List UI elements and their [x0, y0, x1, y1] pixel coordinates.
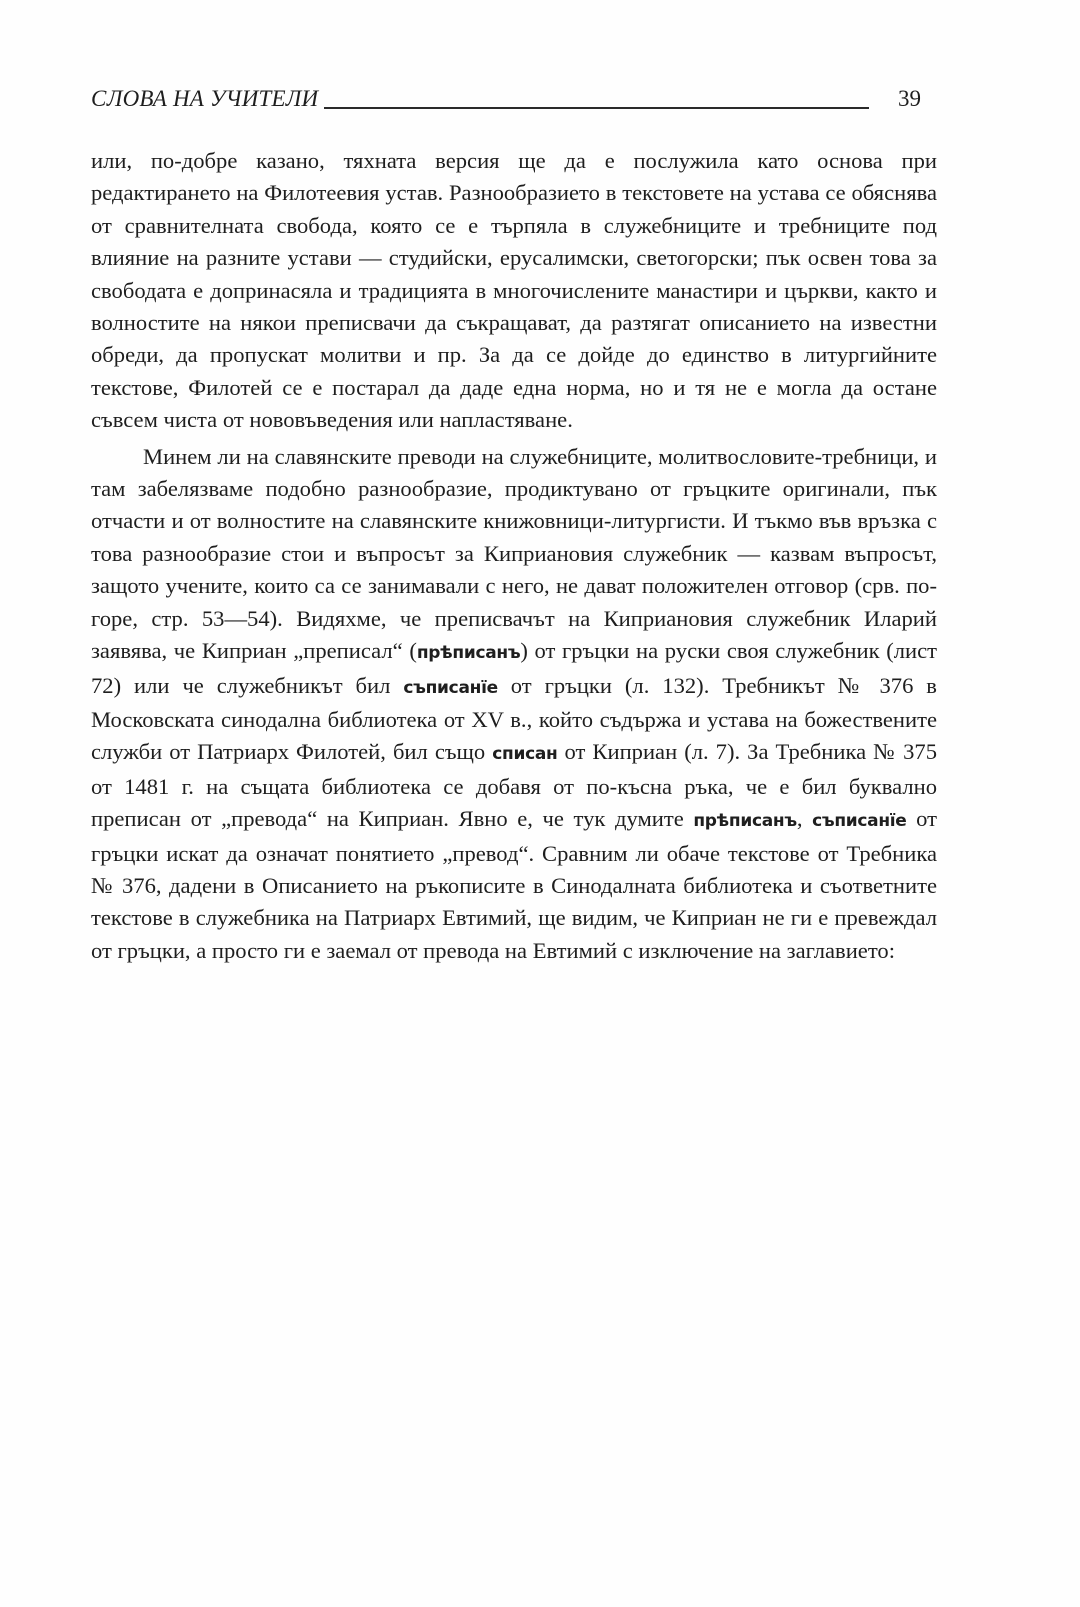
- slavonic-word: прѣписанъ: [416, 643, 521, 664]
- running-title: СЛОВА НА УЧИТЕЛИ: [91, 84, 324, 114]
- text-run: ) от гръцки на руски своя служебник (лист 72) или че служебникът бил: [91, 638, 937, 698]
- slavonic-word: прѣписанъ: [693, 811, 797, 832]
- paragraph: [91, 441, 937, 968]
- slavonic-word: съписанїе: [403, 677, 498, 698]
- slavonic-word: съписанїе: [812, 811, 907, 832]
- text-run: от гръцки искат да означат понятието „превод“. Сравним ли обаче текстове от Требника № 376, дадени в Описанието на ръкописите в Синодалната библиотека и съответните текстове в служебника на Патриарх Евтимий, ще видим, че Киприан не ги е превеждал от гръцки, а просто ги е заемал от превода на Евтимий с изключение на заглавието:: [91, 806, 937, 963]
- paragraph: [91, 145, 937, 437]
- slavonic-word: списан: [492, 744, 558, 765]
- page-number: 39: [898, 86, 921, 111]
- text-run: от гръцки (л. 132). Требникът № 376 в Московската синодална библиотека от XV в., който съдържа и устава на божествените служби от Патриарх Филотей, бил също: [91, 672, 937, 765]
- body-text: [91, 145, 937, 967]
- text-run: от Киприан (л. 7). За Требника № 375 от 1481 г. на същата библиотека се добавя от по-късна ръка, че е бил буквално преписан от „превода“ на Киприан. Явно е, че тук думите: [91, 739, 938, 832]
- text-run: Минем ли на славянските преводи на служебниците, молитвословите-требници, и там забелязваме подобно разнообразие, продиктувано от гръцките оригинали, пък отчасти и от волностите на славянските книжовници-литургисти. И тъкмо във връзка с това разнообразие стои и въпросът за Киприановия служебник — казвам въпросът, защото учените, които са се занимавали с него, не дават положителен отговор (срв. по-горе, стр. 53—54). Видяхме, че преписвачът на Киприановия служебник Иларий заявява, че Киприан „преписал“ (: [91, 443, 937, 664]
- text-run: ,: [796, 806, 813, 832]
- text-run: или, по-добре казано, тяхната версия ще да е послужила като основа при редактирането на Филотеевия устав. Разнообразието в текстовете на устава се обяснява от сравнителната свобода, която се е търпяла в служебниците и требниците под влияние на разните устави — студийски, ерусалимски, светогорски; пък освен това за свободата е допринасяла и традицията в многочислените манастири и църкви, както и волностите на някои преписвачи да съкращават, да разтягат описанието на известни обреди, да пропускат молитви и пр. За да се дойде до единство в литургийните текстове, Филотей се е постарал да даде една норма, но и тя не е могла да остане съвсем чиста от нововъведения или напластяване.: [91, 148, 937, 433]
- running-header: [91, 84, 929, 120]
